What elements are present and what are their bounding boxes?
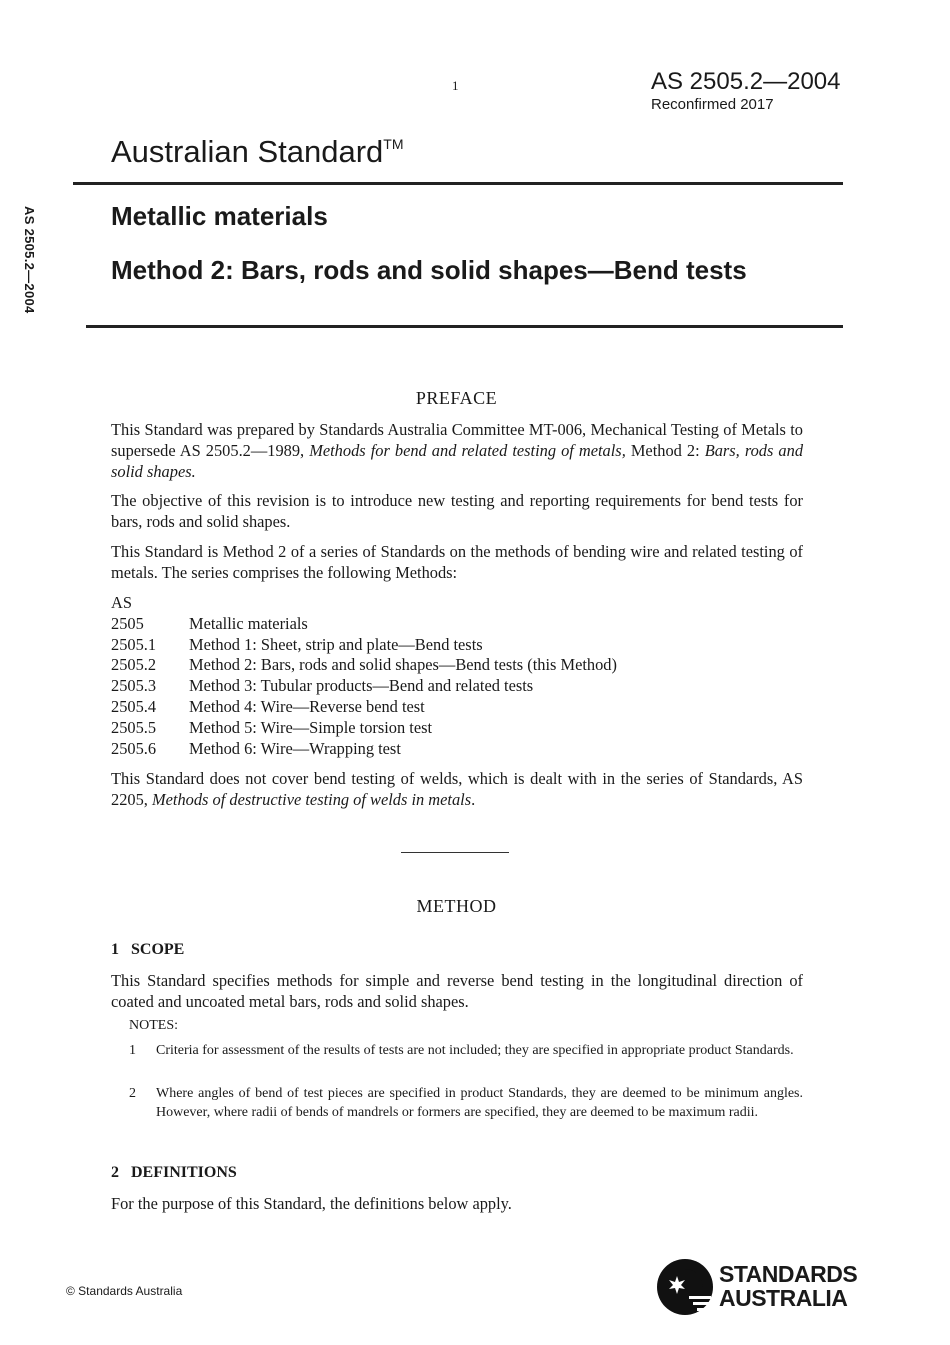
- list-code: 2505.5: [111, 717, 157, 737]
- list-text: Method 1: Sheet, strip and plate—Bend tests: [189, 634, 483, 654]
- title-rule: [86, 325, 843, 328]
- standard-number: AS 2505.2—2004: [651, 68, 841, 95]
- definitions-text: For the purpose of this Standard, the definitions below apply.: [111, 1194, 512, 1213]
- methods-list: [111, 593, 617, 759]
- list-text: Method 2: Bars, rods and solid shapes—Bend tests (this Method): [189, 655, 617, 675]
- definitions-heading: 2 DEFINITIONS: [111, 1164, 237, 1181]
- document-subtitle: Method 2: Bars, rods and solid shapes—Bend tests: [111, 255, 747, 285]
- list-text: Metallic materials: [189, 613, 308, 633]
- list-item: [111, 718, 617, 739]
- note-item: [129, 1041, 803, 1060]
- note-text: Where angles of bend of test pieces are specified in product Standards, they are deemed to be minimum angles. However, where radii of bends of mandrels or formers are specified, they are deemed to be maximum radii.: [156, 1086, 803, 1120]
- page-number: 1: [452, 78, 459, 93]
- brand-text: Australian Standard: [111, 134, 384, 169]
- logo-line-1: STANDARDS: [719, 1261, 858, 1287]
- top-rule: [73, 182, 843, 185]
- preface-paragraph-3: This Standard is Method 2 of a series of Standards on the methods of bending wire and related testing of metals. The series comprises the following Methods:: [111, 542, 803, 582]
- note-item: [129, 1084, 803, 1122]
- text: .: [471, 790, 476, 809]
- note-number: 2: [129, 1086, 136, 1101]
- list-item: [111, 614, 617, 635]
- list-text: Method 6: Wire—Wrapping test: [189, 738, 401, 758]
- list-item: [111, 697, 617, 718]
- list-code: 2505.6: [111, 738, 157, 758]
- preface-heading: PREFACE: [415, 388, 498, 408]
- brand-title: [111, 134, 404, 170]
- side-label: AS 2505.2—2004: [22, 206, 37, 314]
- scope-heading: 1 SCOPE: [111, 941, 185, 958]
- copyright: © Standards Australia: [66, 1284, 183, 1298]
- text: Method 2:: [625, 441, 705, 460]
- list-item: [111, 655, 617, 676]
- reconfirmed-date: Reconfirmed 2017: [651, 96, 774, 113]
- list-code: 2505.4: [111, 696, 157, 716]
- preface-paragraph-4: [111, 768, 803, 810]
- list-code: 2505: [111, 613, 144, 633]
- list-item: [111, 676, 617, 697]
- list-code: 2505.2: [111, 655, 157, 675]
- list-item: [111, 635, 617, 656]
- cited-title: Methods of destructive testing of welds in metals: [151, 790, 472, 809]
- preface-paragraph-1: [111, 419, 803, 482]
- logo-line-2: AUSTRALIA: [719, 1285, 848, 1311]
- cited-title: Bars, rods and solid shapes.: [111, 441, 804, 481]
- notes-label: NOTES:: [129, 1018, 178, 1033]
- note-number: 1: [129, 1043, 136, 1058]
- list-text: Method 4: Wire—Reverse bend test: [189, 696, 425, 716]
- list-code: 2505.3: [111, 676, 157, 696]
- logo-wordmark: [719, 1262, 857, 1310]
- method-heading: METHOD: [416, 896, 497, 916]
- scope-text: This Standard specifies methods for simple and reverse bend testing in the longitudinal direction of coated and uncoated metal bars, rods and solid shapes.: [111, 971, 803, 1011]
- cited-title: Methods for bend and related testing of metals,: [309, 441, 626, 460]
- list-item: [111, 739, 617, 760]
- text: This Standard does not cover bend testing of welds, which is dealt with in the series of Standards, AS 2205,: [111, 769, 803, 809]
- text: This Standard was prepared by Standards Australia Committee MT-006, Mechanical Testing of Metals to supersede AS 2505.2—1989,: [111, 420, 803, 460]
- logo-emblem-icon: [655, 1258, 717, 1316]
- list-code: 2505.1: [111, 634, 157, 654]
- document-title: Metallic materials: [111, 201, 328, 231]
- list-header: AS: [111, 593, 132, 612]
- preface-paragraph-2: The objective of this revision is to introduce new testing and reporting requirements for bend tests for bars, rods and solid shapes.: [111, 491, 803, 531]
- note-text: Criteria for assessment of the results of tests are not included; they are specified in appropriate product Standards.: [156, 1043, 794, 1058]
- list-text: Method 5: Wire—Simple torsion test: [189, 717, 433, 737]
- trademark: TM: [383, 136, 404, 152]
- list-text: Method 3: Tubular products—Bend and related tests: [189, 676, 534, 696]
- section-divider: [401, 852, 509, 853]
